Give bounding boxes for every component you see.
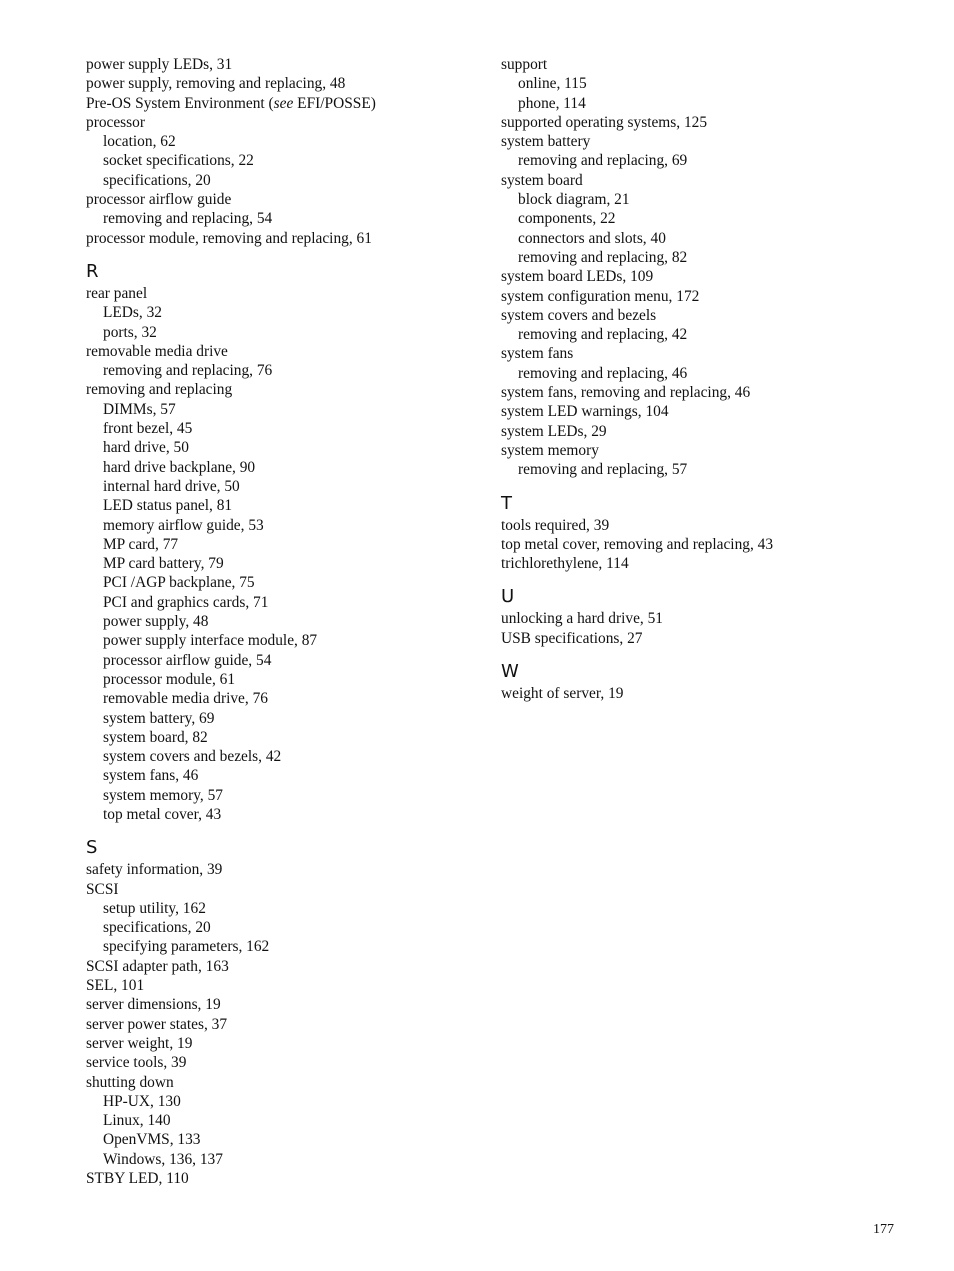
index-letter-heading: U (501, 586, 515, 608)
index-subentry: LEDs, 32 (103, 304, 162, 322)
index-entry: removing and replacing (86, 381, 233, 399)
index-subentry: specifying parameters, 162 (103, 938, 270, 956)
index-subentry: HP-UX, 130 (103, 1092, 181, 1110)
index-subentry: front bezel, 45 (103, 420, 193, 438)
index-entry: top metal cover, removing and replacing, 43 (501, 535, 774, 553)
index-entry: unlocking a hard drive, 51 (501, 610, 663, 628)
index-entry: STBY LED, 110 (86, 1170, 189, 1188)
index-subentry: OpenVMS, 133 (103, 1131, 201, 1149)
index-subentry: specifications, 20 (103, 171, 211, 189)
index-subentry: DIMMs, 57 (103, 400, 176, 418)
index-entry: server weight, 19 (86, 1034, 193, 1052)
index-entry: processor airflow guide (86, 191, 232, 209)
index-subentry: removing and replacing, 42 (518, 326, 688, 344)
index-entry: SCSI adapter path, 163 (86, 957, 229, 975)
index-subentry: setup utility, 162 (103, 899, 206, 917)
index-entry: server power states, 37 (86, 1015, 228, 1033)
index-entry: USB specifications, 27 (501, 629, 643, 647)
index-subentry: system board, 82 (103, 728, 208, 746)
index-entry: Pre-OS System Environment (see EFI/POSSE) (86, 94, 376, 112)
index-letter-heading: T (501, 492, 512, 514)
index-entry: shutting down (86, 1073, 174, 1091)
index-entry: system board LEDs, 109 (501, 268, 654, 286)
index-subentry: MP card, 77 (103, 535, 179, 553)
index-subentry: removing and replacing, 76 (103, 362, 273, 380)
index-subentry: removing and replacing, 46 (518, 364, 688, 382)
index-subentry: online, 115 (518, 75, 587, 93)
index-entry: system LEDs, 29 (501, 422, 607, 440)
index-subentry: processor airflow guide, 54 (103, 651, 272, 669)
index-entry: system board (501, 171, 583, 189)
index-subentry: PCI /AGP backplane, 75 (103, 574, 255, 592)
index-subentry: components, 22 (518, 210, 616, 228)
index-subentry: power supply, 48 (103, 613, 209, 631)
index-entry: power supply LEDs, 31 (86, 56, 233, 73)
index-entry: processor module, removing and replacing, 61 (86, 229, 372, 247)
index-subentry: system battery, 69 (103, 709, 215, 727)
index-subentry: power supply interface module, 87 (103, 632, 318, 650)
page-number: 177 (873, 1222, 894, 1237)
index-subentry: memory airflow guide, 53 (103, 516, 264, 534)
index-entry: system configuration menu, 172 (501, 287, 700, 305)
index-subentry: PCI and graphics cards, 71 (103, 593, 269, 611)
index-subentry: removing and replacing, 57 (518, 461, 688, 479)
index-entry: SCSI (86, 880, 119, 898)
index-subentry: removing and replacing, 69 (518, 152, 688, 170)
index-entry: SEL, 101 (86, 977, 145, 995)
index-entry: system battery (501, 133, 591, 151)
index-subentry: removable media drive, 76 (103, 690, 268, 708)
index-subentry: Linux, 140 (103, 1112, 171, 1130)
index-entry: power supply, removing and replacing, 48 (86, 75, 346, 93)
index-entry: safety information, 39 (86, 861, 223, 879)
index-entry: trichlorethylene, 114 (501, 555, 629, 573)
index-subentry: connectors and slots, 40 (518, 229, 666, 247)
index-subentry: MP card battery, 79 (103, 555, 224, 573)
index-subentry: hard drive backplane, 90 (103, 458, 256, 476)
index-entry: system fans, removing and replacing, 46 (501, 384, 751, 402)
index-subentry: processor module, 61 (103, 670, 236, 688)
index-subentry: internal hard drive, 50 (103, 477, 240, 495)
index-subentry: socket specifications, 22 (103, 152, 254, 170)
index-entry: tools required, 39 (501, 516, 610, 534)
index-column-right (501, 55, 901, 703)
index-subentry: hard drive, 50 (103, 439, 189, 457)
index-column-left (86, 55, 486, 1188)
index-entry: system LED warnings, 104 (501, 403, 669, 421)
index-entry: rear panel (86, 284, 148, 302)
index-subentry: ports, 32 (103, 323, 157, 341)
index-letter-heading: S (86, 837, 98, 859)
index-subentry: LED status panel, 81 (103, 497, 233, 515)
index-entry: system fans (501, 345, 574, 363)
index-subentry: phone, 114 (518, 94, 586, 112)
index-subentry: block diagram, 21 (518, 191, 630, 209)
index-subentry: location, 62 (103, 133, 176, 151)
index-letter-heading: W (501, 661, 519, 683)
index-subentry: removing and replacing, 54 (103, 210, 273, 228)
index-entry: processor (86, 113, 145, 131)
index-letter-heading: R (86, 260, 99, 282)
index-subentry: top metal cover, 43 (103, 805, 222, 823)
index-entry: weight of server, 19 (501, 685, 624, 703)
index-entry: removable media drive (86, 342, 228, 360)
index-subentry: Windows, 136, 137 (103, 1150, 223, 1168)
index-subentry: system fans, 46 (103, 767, 199, 785)
index-entry: support (501, 56, 548, 73)
index-entry: service tools, 39 (86, 1054, 187, 1072)
index-entry: system covers and bezels (501, 306, 657, 324)
index-subentry: removing and replacing, 82 (518, 248, 688, 266)
index-entry: supported operating systems, 125 (501, 113, 708, 131)
index-subentry: system memory, 57 (103, 786, 223, 804)
index-subentry: specifications, 20 (103, 919, 211, 937)
index-entry: system memory (501, 441, 599, 459)
index-entry: server dimensions, 19 (86, 996, 221, 1014)
index-subentry: system covers and bezels, 42 (103, 748, 282, 766)
